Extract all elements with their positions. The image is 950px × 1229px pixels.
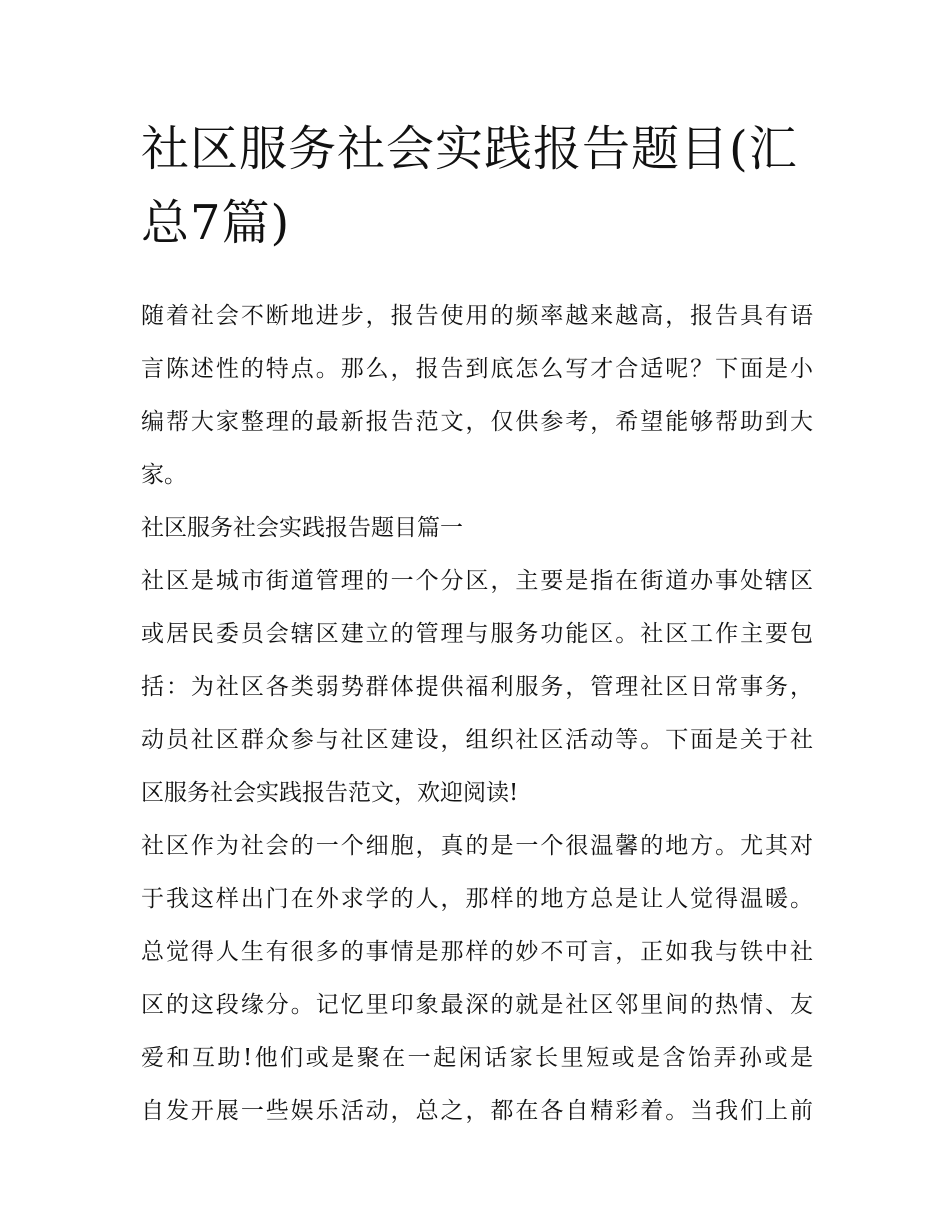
- paragraph-line: 区的这段缘分。记忆里印象最深的就是社区邻里间的热情、友: [141, 992, 813, 1018]
- paragraph-line: 自发开展一些娱乐活动，总之，都在各自精彩着。当我们上前: [141, 1098, 813, 1124]
- paragraph-line: 编帮大家整理的最新报告范文，仅供参考，希望能够帮助到大: [141, 409, 813, 435]
- paragraph-line: 区服务社会实践报告范文，欢迎阅读!: [141, 780, 519, 806]
- paragraph-line: 家。: [141, 462, 187, 488]
- paragraph-line: 或居民委员会辖区建立的管理与服务功能区。社区工作主要包: [141, 621, 813, 647]
- page-title: [141, 112, 813, 260]
- paragraph-line: 总觉得人生有很多的事情是那样的妙不可言，正如我与铁中社: [141, 939, 813, 965]
- paragraph-line: 社区是城市街道管理的一个分区，主要是指在街道办事处辖区: [141, 568, 813, 594]
- paragraph-line: 随着社会不断地进步，报告使用的频率越来越高，报告具有语: [141, 303, 813, 329]
- section-heading: 社区服务社会实践报告题目篇一: [141, 515, 463, 541]
- paragraph-line: 于我这样出门在外求学的人，那样的地方总是让人觉得温暖。: [141, 886, 813, 912]
- title-line-1: 社区服务社会实践报告题目(汇: [141, 121, 798, 177]
- document-body: [141, 290, 813, 1138]
- paragraph-line: 言陈述性的特点。那么，报告到底怎么写才合适呢？下面是小: [141, 356, 813, 382]
- paragraph-line: 社区作为社会的一个细胞，真的是一个很温馨的地方。尤其对: [141, 833, 813, 859]
- paragraph-line: 爱和互助!他们或是聚在一起闲话家长里短或是含饴弄孙或是: [141, 1045, 813, 1071]
- paragraph-line: 括：为社区各类弱势群体提供福利服务，管理社区日常事务，: [141, 674, 813, 700]
- document-page: [141, 112, 813, 1138]
- paragraph-line: 动员社区群众参与社区建设，组织社区活动等。下面是关于社: [141, 727, 813, 753]
- title-line-2: 总7篇): [141, 195, 291, 251]
